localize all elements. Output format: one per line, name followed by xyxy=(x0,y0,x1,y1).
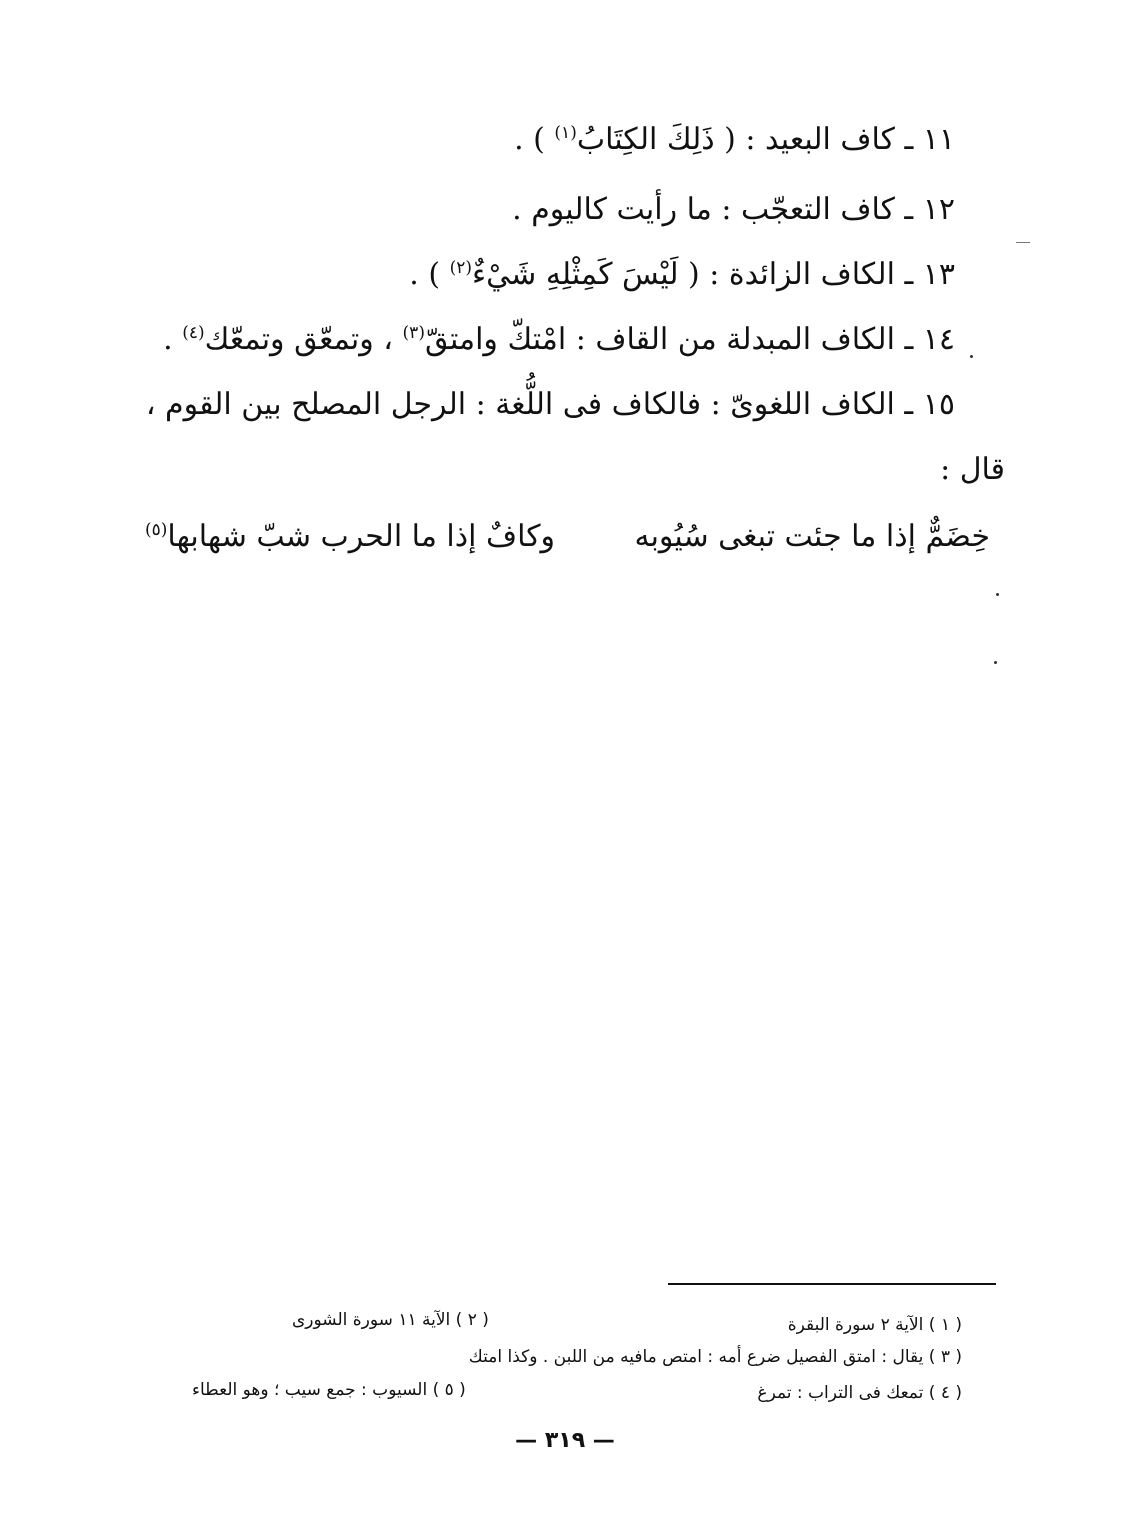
qala-line: قال : xyxy=(940,452,1005,487)
text-line-11 xyxy=(514,120,955,160)
verse-hemistich-1: خِضَمٌّ إذا ما جئت تبغى سُيُوبه xyxy=(634,519,990,554)
footnote-ref-1: (١) xyxy=(554,123,577,143)
scan-mark xyxy=(1016,242,1030,243)
page-number: — ٣١٩ — xyxy=(515,1428,615,1453)
line-13-text: ١٣ ـ الكاف الزائدة : ( لَيْسَ كَمِثْلِهِ شَيْءٌ xyxy=(472,257,955,292)
footnote-4: ( ٤ ) تمعك فى التراب : تمرغ xyxy=(757,1383,962,1403)
footnote-5: ( ٥ ) السيوب : جمع سيب ؛ وهو العطاء xyxy=(192,1380,466,1400)
footnote-2: ( ٢ ) الآية ١١ سورة الشورى xyxy=(292,1310,489,1330)
scan-speck xyxy=(996,593,999,596)
text-line-13 xyxy=(409,255,955,295)
footnote-1: ( ١ ) الآية ٢ سورة البقرة xyxy=(787,1315,962,1335)
line-14-text-b: ، وتمعّق وتمعّك xyxy=(204,322,393,357)
footnote-3: ( ٣ ) يقال : امتق الفصيل ضرع أمه : امتص مافيه من اللبن . وكذا امتك xyxy=(468,1347,962,1367)
footnote-separator xyxy=(668,1283,996,1285)
line-11-end: ) . xyxy=(514,122,545,157)
line-11-text: ١١ ـ كاف البعيد : ( ذَلِكَ الكِتَابُ xyxy=(576,122,955,157)
text-line-12: ١٢ ـ كاف التعجّب : ما رأيت كاليوم . xyxy=(512,192,955,227)
scan-speck xyxy=(970,355,973,358)
verse-hemistich-2-text: وكافٌ إذا ما الحرب شبّ شهابها xyxy=(167,519,556,554)
scan-speck xyxy=(994,661,997,664)
line-13-end: ) . xyxy=(409,257,441,292)
line-14-text-a: ١٤ ـ الكاف المبدلة من القاف : امْتكّ وامتقّ xyxy=(424,322,955,357)
verse-hemistich-2 xyxy=(145,515,555,559)
footnote-ref-5: (٥) xyxy=(145,520,168,540)
text-line-15: ١٥ ـ الكاف اللغوىّ : فالكاف فى اللُّغة : الرجل المصلح بين القوم ، xyxy=(145,387,955,422)
footnote-ref-3: (٣) xyxy=(402,323,425,343)
line-14-end: . xyxy=(163,322,173,357)
footnote-ref-2: (٢) xyxy=(449,258,473,278)
footnote-ref-4: (٤) xyxy=(182,323,205,343)
text-line-14 xyxy=(163,320,955,360)
